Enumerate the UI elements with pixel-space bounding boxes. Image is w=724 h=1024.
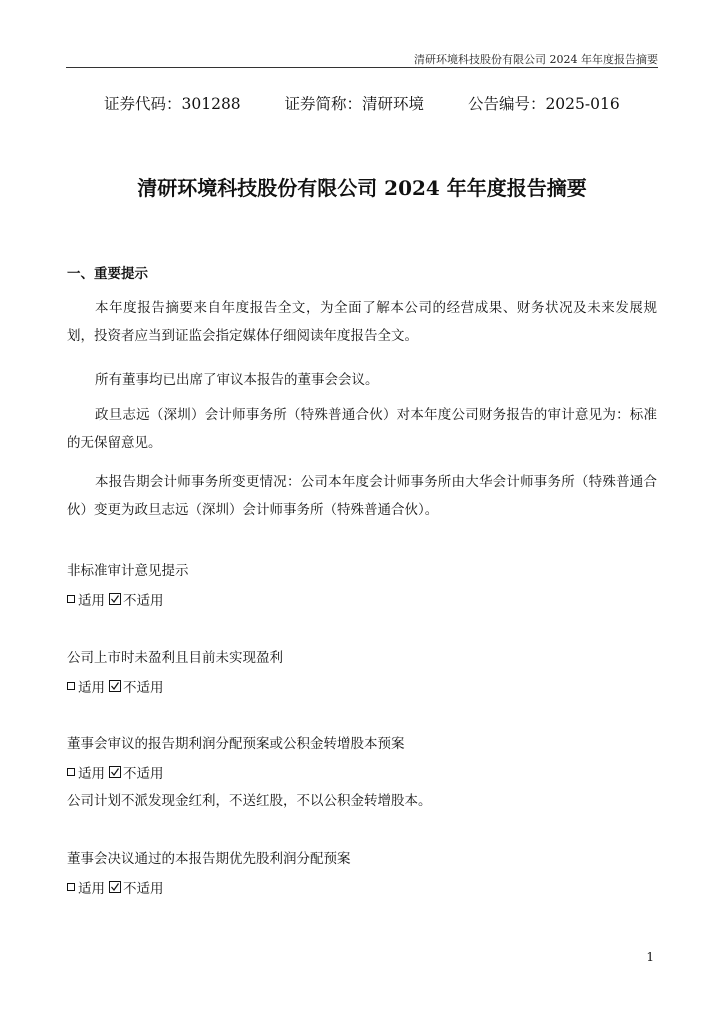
item-label: 董事会决议通过的本报告期优先股利润分配预案 (67, 851, 351, 867)
item-note: 公司计划不派发现金红利，不送红股，不以公积金转增股本。 (67, 793, 432, 809)
checked-box-icon (109, 881, 121, 893)
item-label: 非标准审计意见提示 (67, 563, 189, 579)
option-applicable: 适用 (78, 593, 105, 609)
option-applicable: 适用 (78, 881, 105, 897)
security-info-line (104, 92, 620, 114)
option-row (67, 676, 164, 696)
paragraph-audit-opinion: 政旦志远（深圳）会计师事务所（特殊普通合伙）对本年度公司财务报告的审计意见为：标准的无保留意见。 (67, 407, 657, 451)
section-heading: 一、重要提示 (67, 266, 148, 282)
paragraph-board-attendance: 所有董事均已出席了审议本报告的董事会会议。 (95, 372, 379, 388)
item-label: 董事会审议的报告期利润分配预案或公积金转增股本预案 (67, 736, 405, 752)
option-row (67, 589, 164, 609)
unchecked-box-icon (67, 883, 75, 891)
paragraph-auditor-change: 本报告期会计师事务所变更情况：公司本年度会计师事务所由大华会计师事务所（特殊普通合伙）变更为政旦志远（深圳）会计师事务所（特殊普通合伙）。 (67, 474, 657, 518)
header-rule (66, 67, 658, 68)
unchecked-box-icon (67, 768, 75, 776)
option-not-applicable: 不适用 (123, 881, 164, 897)
option-applicable: 适用 (78, 766, 105, 782)
running-header: 清研环境科技股份有限公司 2024 年年度报告摘要 (414, 53, 658, 66)
option-applicable: 适用 (78, 680, 105, 696)
security-code: 证券代码：301288 (104, 95, 241, 113)
option-not-applicable: 不适用 (123, 766, 164, 782)
unchecked-box-icon (67, 595, 75, 603)
option-not-applicable: 不适用 (123, 593, 164, 609)
page-number: 1 (646, 950, 654, 964)
option-row (67, 762, 164, 782)
document-title: 清研环境科技股份有限公司 2024 年年度报告摘要 (137, 176, 587, 200)
paragraph-report-source: 本年度报告摘要来自年度报告全文，为全面了解本公司的经营成果、财务状况及未来发展规划，投资者应当到证监会指定媒体仔细阅读年度报告全文。 (67, 300, 657, 344)
unchecked-box-icon (67, 682, 75, 690)
item-label: 公司上市时未盈利且目前未实现盈利 (67, 650, 283, 666)
notice-number: 公告编号：2025-016 (467, 95, 620, 113)
security-short-name: 证券简称：清研环境 (284, 95, 425, 113)
checked-box-icon (109, 766, 121, 778)
option-row (67, 877, 164, 897)
checked-box-icon (109, 593, 121, 605)
checked-box-icon (109, 680, 121, 692)
option-not-applicable: 不适用 (123, 680, 164, 696)
